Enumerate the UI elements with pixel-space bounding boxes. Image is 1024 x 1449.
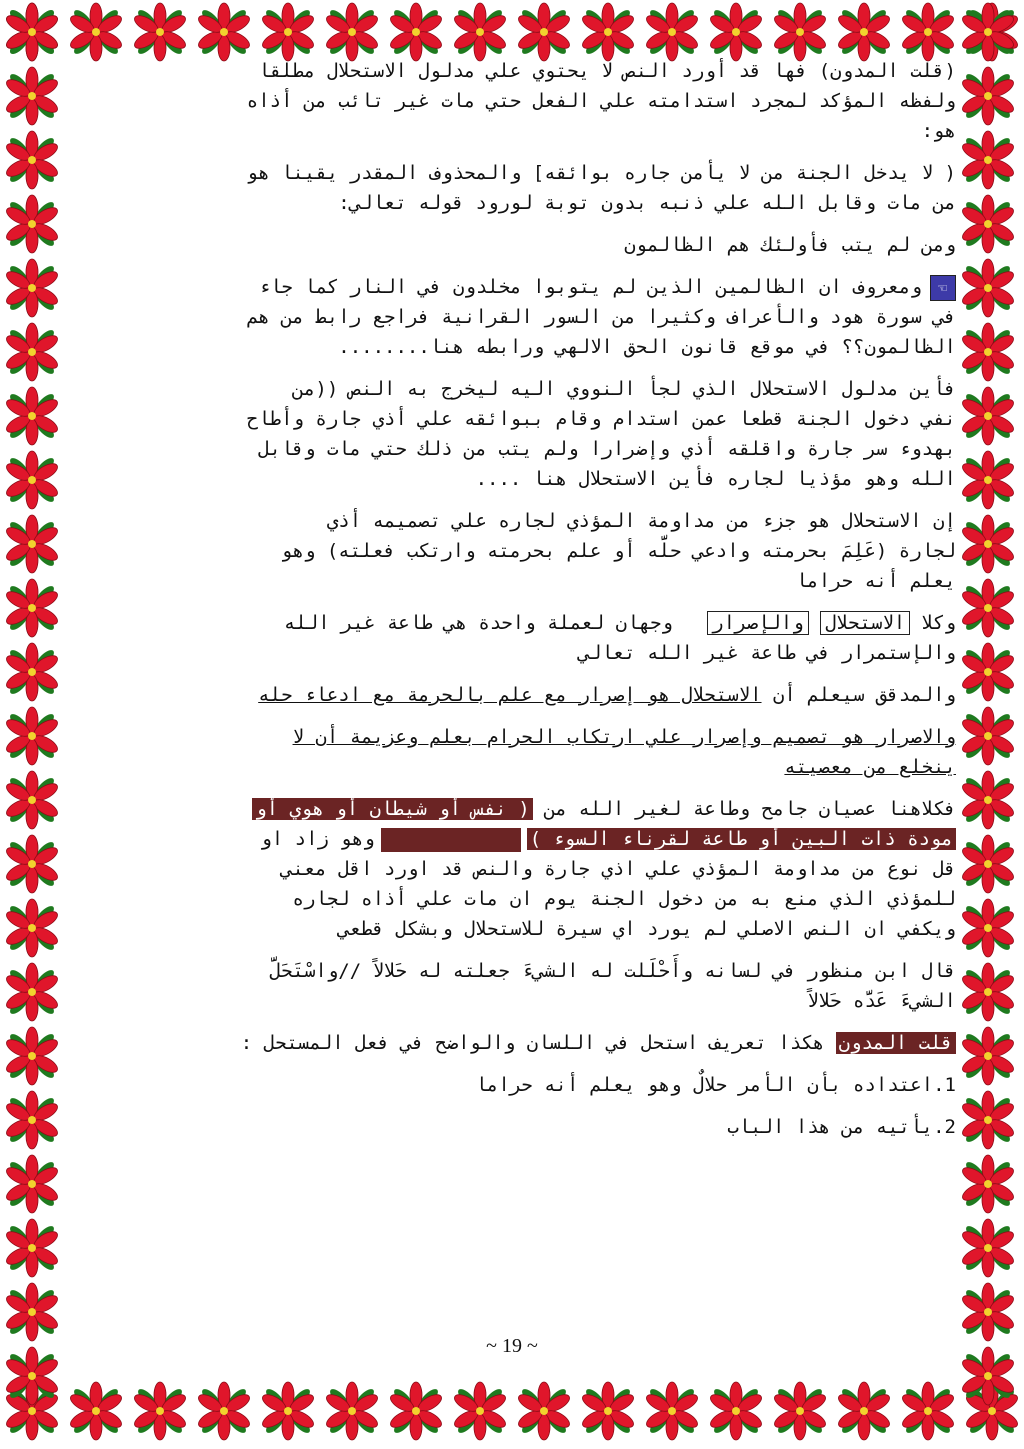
left-border <box>0 0 68 1449</box>
poinsettia-icon <box>2 1026 62 1086</box>
text-span: وهو زاد او <box>260 828 375 850</box>
text-line: 2.يأتيه من هذا الباب <box>727 1116 956 1138</box>
poinsettia-icon <box>958 1090 1018 1150</box>
text-line: من مات وقابل الله علي ذنبه بدون توبة لورود قوله تعالي: <box>338 192 956 214</box>
list-item <box>72 1112 956 1142</box>
paragraph-3 <box>72 230 956 260</box>
poinsettia-icon <box>770 1381 830 1441</box>
text-line: والإستمرار في طاعة غير الله تعالي <box>578 642 956 664</box>
text-span: ومعروف ان الظالمين الذين لم يتوبوا مخلدون في النار كما جاء <box>258 276 922 298</box>
paragraph-2 <box>72 158 956 218</box>
bottom-border <box>0 1379 1024 1449</box>
poinsettia-icon <box>130 1381 190 1441</box>
right-border <box>956 0 1024 1449</box>
list-item <box>72 1070 956 1100</box>
text-line: قل نوع من مداومة المؤذي علي اذي جارة والنص قد اورد اقل معني <box>281 858 956 880</box>
boxed-term: الاستحلال <box>820 611 910 635</box>
poinsettia-icon <box>958 578 1018 638</box>
poinsettia-icon <box>2 514 62 574</box>
paragraph-7 <box>72 608 956 668</box>
poinsettia-icon <box>66 1381 126 1441</box>
poinsettia-icon <box>706 1381 766 1441</box>
poinsettia-icon <box>66 2 126 62</box>
text-span: وجهان لعملة واحدة هي طاعة غير الله <box>283 612 673 634</box>
poinsettia-icon <box>958 2 1018 62</box>
text-line <box>72 608 956 638</box>
poinsettia-icon <box>2 770 62 830</box>
poinsettia-icon <box>194 1381 254 1441</box>
poinsettia-icon <box>578 1381 638 1441</box>
text-line: ينخلع من معصيته <box>784 756 956 778</box>
poinsettia-icon <box>958 706 1018 766</box>
poinsettia-icon <box>958 834 1018 894</box>
text-line: 1.اعتداده بأن الأمر حلالٌ وهو يعلم أنه حراما <box>475 1074 956 1096</box>
poinsettia-icon <box>958 1026 1018 1086</box>
poinsettia-icon <box>2 706 62 766</box>
poinsettia-icon <box>706 2 766 62</box>
poinsettia-icon <box>958 1282 1018 1342</box>
text-line: الظالمون؟؟ في موقع قانون الحق الالهي ورابطه هنا........ <box>338 336 956 358</box>
poinsettia-icon <box>2 642 62 702</box>
poinsettia-icon <box>2 66 62 126</box>
poinsettia-icon <box>834 1381 894 1441</box>
paragraph-5 <box>72 374 956 494</box>
text-span: فكلاهنا عصيان جامح وطاعة لغير الله من <box>544 798 956 820</box>
text-line: هو: <box>921 120 956 142</box>
poinsettia-icon <box>578 2 638 62</box>
poinsettia-icon <box>958 770 1018 830</box>
poinsettia-icon <box>194 2 254 62</box>
page-number: ~ 19 ~ <box>486 1335 538 1357</box>
poinsettia-icon <box>834 2 894 62</box>
poinsettia-icon <box>898 2 958 62</box>
poinsettia-icon <box>958 130 1018 190</box>
text-line: والاصرار هو تصميم وإصرار علي ارتكاب الحرام بعلم وعزيمة أن لا <box>292 726 956 748</box>
poinsettia-icon <box>770 2 830 62</box>
poinsettia-icon <box>958 642 1018 702</box>
highlighted-text: قلت المدون <box>836 1032 956 1054</box>
text-line <box>72 680 956 710</box>
poinsettia-icon <box>514 2 574 62</box>
poinsettia-icon <box>322 2 382 62</box>
poinsettia-icon <box>2 258 62 318</box>
poinsettia-icon <box>642 2 702 62</box>
text-line <box>72 1028 956 1058</box>
poinsettia-icon <box>2 834 62 894</box>
poinsettia-icon <box>386 1381 446 1441</box>
text-line: ( لا يدخل الجنة من لا يأمن جاره بوائقه] والمحذوف المقدر يقينا هو <box>246 162 956 184</box>
text-line: قال ابن منظور في لسانه وأَحْلَلت له الشيءَ جعلته له حَلالاً //واسْتَحَلَّ <box>269 960 956 982</box>
text-line: الله وهو مؤذيا لجاره فأين الاستحلال هنا .... <box>475 468 956 490</box>
text-line: الشيءَ عَدَّه حَلالاً <box>807 990 956 1012</box>
text-line: إن الاستحلال هو جزء من مداومة المؤذي لجاره علي تصميمه أذي <box>326 510 956 532</box>
text-span: والمدقق سيعلم أن <box>772 684 956 706</box>
poinsettia-icon <box>2 1282 62 1342</box>
paragraph-10 <box>72 794 956 944</box>
text-line <box>72 824 956 854</box>
poinsettia-icon <box>958 1154 1018 1214</box>
poinsettia-icon <box>958 1218 1018 1278</box>
poinsettia-icon <box>2 450 62 510</box>
poinsettia-icon <box>958 258 1018 318</box>
paragraph-12 <box>72 1028 956 1058</box>
pointing-hand-icon: ☜ <box>930 275 956 301</box>
boxed-term: والإصرار <box>707 611 809 635</box>
poinsettia-icon <box>958 514 1018 574</box>
poinsettia-icon <box>258 1381 318 1441</box>
poinsettia-icon <box>2 1154 62 1214</box>
text-line: للمؤذي الذي منع به من دخول الجنة يوم ان مات علي أذاه لجاره <box>292 888 956 910</box>
poinsettia-icon <box>958 386 1018 446</box>
poinsettia-icon <box>450 2 510 62</box>
poinsettia-icon <box>898 1381 958 1441</box>
text-line: في سورة هود والأعراف وكثيرا من السور القرانية فراجع رابط من هم <box>246 306 956 328</box>
poinsettia-icon <box>2 2 62 62</box>
poinsettia-icon <box>958 450 1018 510</box>
poinsettia-icon <box>2 1090 62 1150</box>
poinsettia-icon <box>2 194 62 254</box>
text-line <box>72 794 956 824</box>
paragraph-8 <box>72 680 956 710</box>
poinsettia-icon <box>958 322 1018 382</box>
poinsettia-icon <box>2 130 62 190</box>
paragraph-6 <box>72 506 956 596</box>
text-line: لجارة (عَلِمَ بحرمته وادعي حلَّه أو علم بحرمته وارتكب فعلته) وهو <box>281 540 956 562</box>
underlined-text: الاستحلال هو إصرار مع علم بالحرمة مع ادعاء حله <box>258 684 762 706</box>
text-line: ومن لم يتب فأولئك هم الظالمون <box>624 234 956 256</box>
poinsettia-icon <box>2 1218 62 1278</box>
paragraph-11 <box>72 956 956 1016</box>
poinsettia-icon <box>258 2 318 62</box>
text-line: ولفظه المؤكد لمجرد استدامته علي الفعل حتي مات غير تائب من أذاه <box>246 90 956 112</box>
text-line: فأين مدلول الاستحلال الذي لجأ النووي اليه ليخرج به النص ((من <box>292 378 956 400</box>
poinsettia-icon <box>450 1381 510 1441</box>
poinsettia-icon <box>2 962 62 1022</box>
paragraph-1 <box>72 56 956 146</box>
poinsettia-icon <box>2 322 62 382</box>
poinsettia-icon <box>514 1381 574 1441</box>
poinsettia-icon <box>958 66 1018 126</box>
paragraph-9 <box>72 722 956 782</box>
text-line: يعلم أنه حراما <box>795 570 956 592</box>
poinsettia-icon <box>2 386 62 446</box>
poinsettia-icon <box>2 578 62 638</box>
poinsettia-icon <box>642 1381 702 1441</box>
poinsettia-icon <box>2 898 62 958</box>
paragraph-4 <box>72 272 956 362</box>
text-span: هكذا تعريف استحل في اللسان والواضح في فعل المستحل : <box>240 1032 825 1054</box>
text-line: ويكفي ان النص الاصلي لم يورد اي سيرة للاستحلال وبشكل قطعي <box>338 918 956 940</box>
highlight-block <box>381 828 521 852</box>
poinsettia-icon <box>386 2 446 62</box>
poinsettia-icon <box>958 962 1018 1022</box>
text-line <box>72 272 956 302</box>
poinsettia-icon <box>130 2 190 62</box>
text-span: وكلا <box>921 612 956 634</box>
highlighted-text: ( نفس أو شيطان أو هوي أو <box>252 798 533 820</box>
page-content <box>72 56 956 1356</box>
text-line: بهدوء سر جارة واقلقه أذي وإضرارا ولم يتب من ذلك حتي مات وقابل <box>258 438 956 460</box>
highlighted-text: مودة ذات البين أو طاعة لقرناء السوء ) <box>527 828 956 850</box>
text-line: (قلت المدون) فها قد أورد النص لا يحتوي علي مدلول الاستحلال مطلقا <box>258 60 956 82</box>
poinsettia-icon <box>958 194 1018 254</box>
poinsettia-icon <box>958 898 1018 958</box>
text-line: نفي دخول الجنة قطعا عمن استدام وقام ببوائقه علي أذي جارة وأطاح <box>246 408 956 430</box>
poinsettia-icon <box>322 1381 382 1441</box>
